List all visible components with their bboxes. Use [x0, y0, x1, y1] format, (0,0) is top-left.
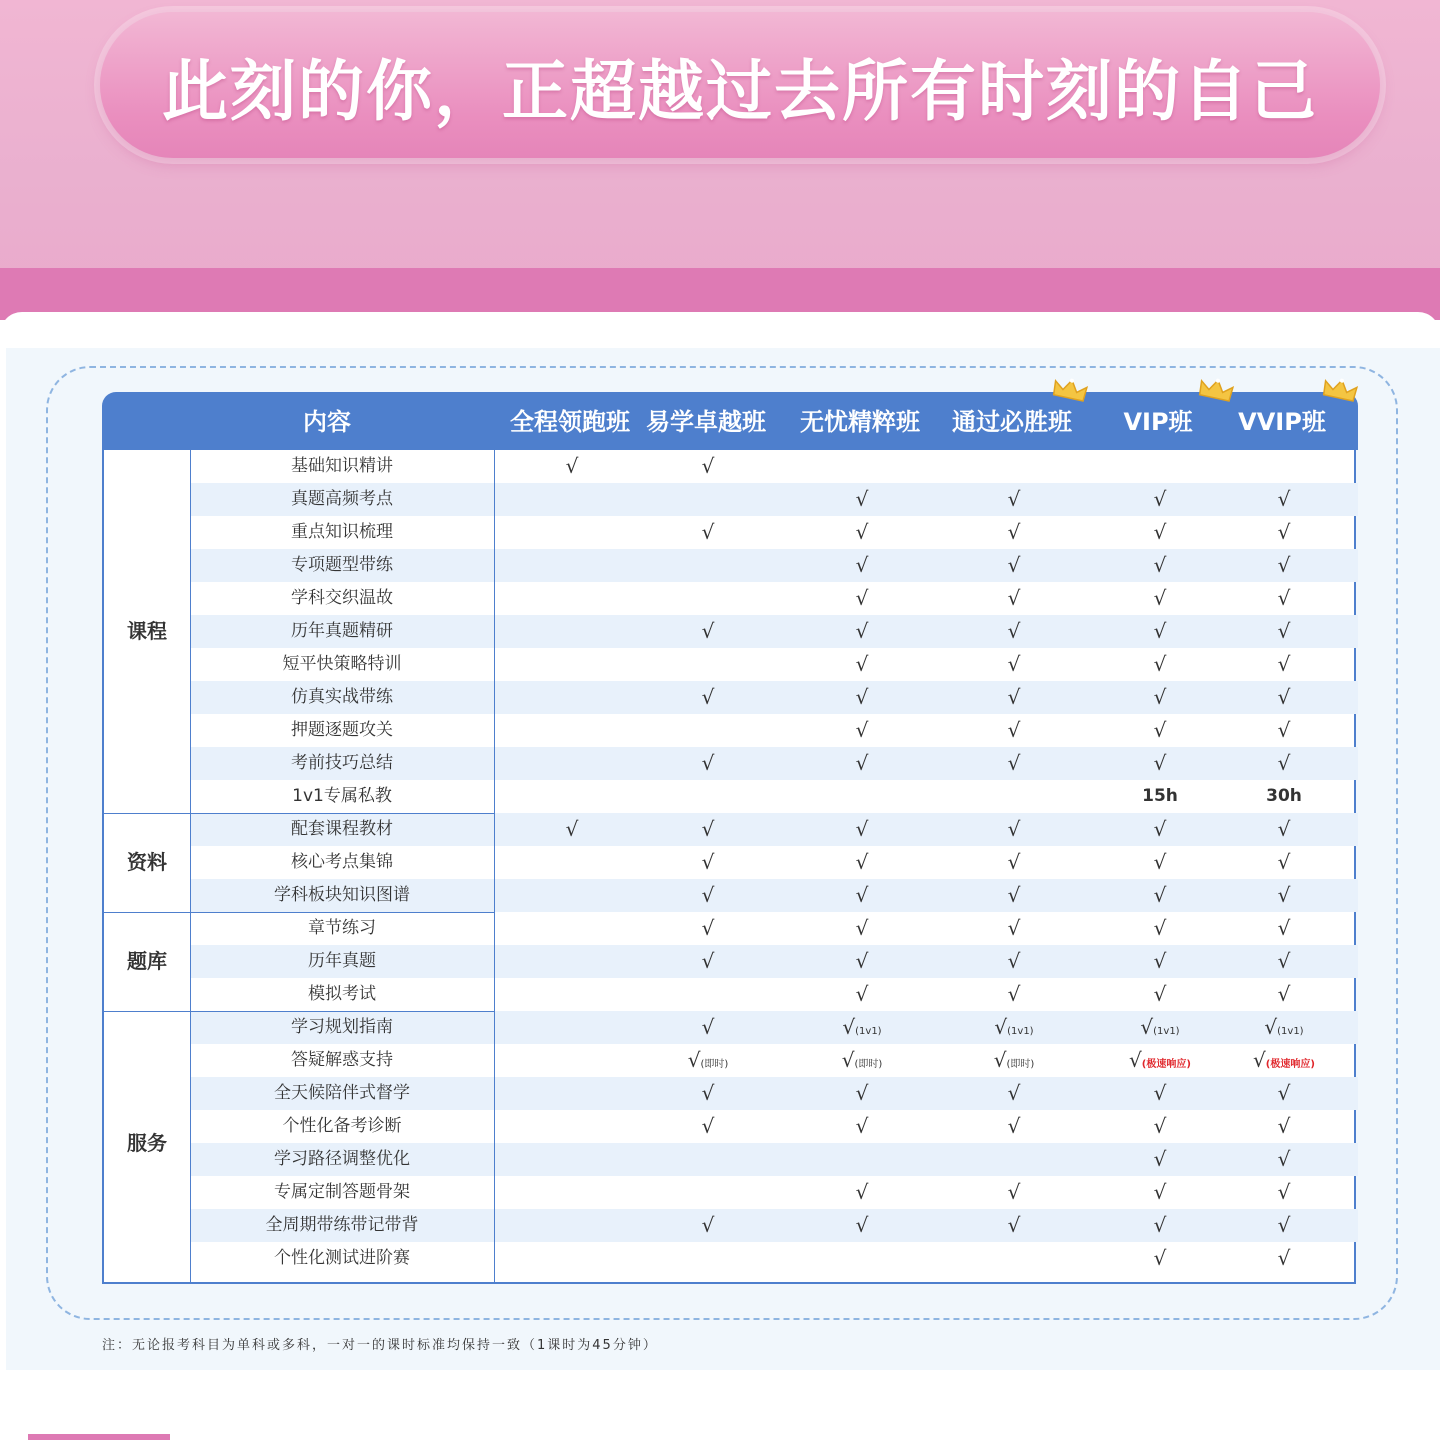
table-cell: √	[1153, 553, 1167, 577]
table-cell: √	[1153, 1114, 1167, 1138]
table-cell: √	[1277, 1114, 1291, 1138]
table-row	[190, 450, 1358, 483]
table-row	[190, 516, 1358, 549]
table-cell: √	[855, 1180, 869, 1204]
table-row	[190, 813, 1358, 846]
header-col-5: VIP班	[1123, 408, 1193, 436]
row-label: 学习路径调整优化	[274, 1149, 410, 1169]
table-cell: √	[1007, 685, 1021, 709]
table-cell: √(即时)	[993, 1048, 1035, 1072]
table-cell: √	[1153, 1180, 1167, 1204]
table-cell: √	[855, 850, 869, 874]
table-row	[190, 747, 1358, 780]
table-cell: √	[1007, 652, 1021, 676]
table-cell: √	[855, 817, 869, 841]
table-cell: √	[1153, 982, 1167, 1006]
category-label: 题库	[127, 949, 167, 973]
row-label: 学科板块知识图谱	[274, 885, 410, 905]
table-cell: √(即时)	[687, 1048, 729, 1072]
table-cell: √	[1007, 850, 1021, 874]
table-cell: √	[1153, 949, 1167, 973]
table-cell: √	[701, 520, 715, 544]
table-cell: √	[1007, 1213, 1021, 1237]
table-cell: √	[1153, 883, 1167, 907]
table-row	[190, 978, 1358, 1011]
table-cell: √	[1007, 949, 1021, 973]
table-row	[190, 582, 1358, 615]
table-row	[190, 1011, 1358, 1044]
footnote: 注：无论报考科目为单科或多科，一对一的课时标准均保持一致（1课时为45分钟）	[102, 1338, 658, 1353]
row-label: 历年真题	[308, 951, 376, 971]
table-cell: √	[855, 1081, 869, 1105]
table-row	[190, 483, 1358, 516]
label-column-divider	[494, 450, 495, 1282]
table-cell: √	[855, 685, 869, 709]
table-cell: √	[1277, 1081, 1291, 1105]
header-col-3: 无忧精粹班	[800, 408, 920, 436]
table-cell: √	[855, 487, 869, 511]
table-cell: √	[1277, 949, 1291, 973]
table-cell: √	[855, 751, 869, 775]
table-cell: √	[1153, 1081, 1167, 1105]
row-label: 全周期带练带记带背	[265, 1215, 419, 1235]
row-label: 答疑解惑支持	[291, 1050, 393, 1070]
row-label: 模拟考试	[308, 984, 376, 1004]
row-label: 专属定制答题骨架	[274, 1182, 410, 1202]
table-cell: √	[701, 883, 715, 907]
table-cell: √	[1277, 817, 1291, 841]
comparison-table	[102, 392, 1358, 1284]
row-label: 1v1专属私教	[292, 786, 392, 806]
row-label: 考前技巧总结	[291, 753, 393, 773]
table-cell: √	[1007, 718, 1021, 742]
row-label: 仿真实战带练	[291, 687, 393, 707]
table-row	[190, 846, 1358, 879]
table-cell: √	[855, 553, 869, 577]
table-row	[190, 549, 1358, 582]
header-col-4: 通过必胜班	[952, 408, 1072, 436]
table-cell: √	[1153, 619, 1167, 643]
table-cell: √(极速响应)	[1253, 1048, 1315, 1072]
row-label: 核心考点集锦	[291, 852, 393, 872]
table-cell: √	[565, 817, 579, 841]
table-cell: √	[1007, 916, 1021, 940]
table-cell: √	[1153, 685, 1167, 709]
table-cell: √	[1277, 718, 1291, 742]
table-cell: √	[701, 1213, 715, 1237]
table-cell: √	[1007, 817, 1021, 841]
table-row	[190, 1143, 1358, 1176]
table-cell: √(极速响应)	[1129, 1048, 1191, 1072]
table-cell: √	[1277, 1246, 1291, 1270]
table-cell: √(1v1)	[994, 1015, 1034, 1039]
table-row	[190, 1044, 1358, 1077]
table-cell: √	[1277, 652, 1291, 676]
pink-tab	[28, 1434, 170, 1440]
table-cell: √	[1153, 1147, 1167, 1171]
table-cell: √	[1153, 1213, 1167, 1237]
table-cell: √(1v1)	[1140, 1015, 1180, 1039]
category-column-divider	[190, 450, 191, 1282]
table-row	[190, 780, 1358, 813]
table-row	[190, 912, 1358, 945]
table-cell: √	[855, 982, 869, 1006]
header-col-2: 易学卓越班	[646, 408, 766, 436]
header-col-6: VVIP班	[1238, 408, 1326, 436]
table-cell: √	[701, 850, 715, 874]
table-row	[190, 1077, 1358, 1110]
table-cell: √	[701, 949, 715, 973]
table-cell: √	[1007, 883, 1021, 907]
table-cell: √	[701, 1114, 715, 1138]
table-cell: √	[1277, 850, 1291, 874]
table-cell: √	[1277, 553, 1291, 577]
table-row	[190, 648, 1358, 681]
table-row	[190, 714, 1358, 747]
table-cell: √	[855, 586, 869, 610]
table-cell: √(1v1)	[1264, 1015, 1304, 1039]
table-cell: √	[1277, 1147, 1291, 1171]
table-cell: √	[855, 949, 869, 973]
table-cell: √	[1153, 487, 1167, 511]
table-cell: √	[1153, 718, 1167, 742]
table-cell: √	[1277, 916, 1291, 940]
table-cell: √	[1007, 1180, 1021, 1204]
table-cell: √	[701, 751, 715, 775]
table-cell: √	[1153, 916, 1167, 940]
table-cell: √	[1153, 817, 1167, 841]
table-cell: √	[1153, 850, 1167, 874]
table-cell: √(即时)	[841, 1048, 883, 1072]
table-cell: √	[1277, 685, 1291, 709]
row-label: 重点知识梳理	[291, 522, 393, 542]
table-cell: √	[1153, 751, 1167, 775]
table-cell: √	[701, 1081, 715, 1105]
table-cell: 15h	[1142, 786, 1178, 806]
table-cell: √	[1277, 1213, 1291, 1237]
table-cell: √(1v1)	[842, 1015, 882, 1039]
table-cell: √	[855, 883, 869, 907]
table-body	[102, 450, 1356, 1284]
row-label: 短平快策略特训	[282, 654, 402, 674]
table-cell: √	[855, 1213, 869, 1237]
hero-title-pill	[100, 12, 1380, 158]
table-cell: √	[1277, 751, 1291, 775]
table-cell: √	[1007, 553, 1021, 577]
table-header	[102, 392, 1358, 450]
table-cell: √	[701, 817, 715, 841]
row-label: 个性化备考诊断	[282, 1116, 402, 1136]
table-cell: √	[701, 916, 715, 940]
table-cell: √	[1277, 982, 1291, 1006]
table-cell: 30h	[1266, 786, 1302, 806]
row-label: 全天候陪伴式督学	[274, 1083, 410, 1103]
category-label: 服务	[127, 1131, 167, 1155]
table-cell: √	[1153, 1246, 1167, 1270]
row-label: 章节练习	[308, 918, 376, 938]
table-cell: √	[855, 619, 869, 643]
table-cell: √	[1277, 520, 1291, 544]
table-cell: √	[855, 1114, 869, 1138]
table-cell: √	[855, 718, 869, 742]
table-row	[190, 1209, 1358, 1242]
table-row	[190, 1176, 1358, 1209]
table-cell: √	[1277, 883, 1291, 907]
hero-title: 此刻的你，正超越过去所有时刻的自己	[162, 52, 1318, 130]
table-cell: √	[701, 619, 715, 643]
row-label: 基础知识精讲	[291, 456, 393, 476]
row-label: 个性化测试进阶赛	[274, 1248, 410, 1268]
table-cell: √	[1153, 652, 1167, 676]
table-cell: √	[1007, 1114, 1021, 1138]
row-label: 押题逐题攻关	[291, 720, 393, 740]
table-cell: √	[1277, 586, 1291, 610]
table-cell: √	[1153, 586, 1167, 610]
table-cell: √	[1277, 487, 1291, 511]
row-label: 学科交织温故	[291, 588, 393, 608]
category-divider	[104, 912, 494, 913]
table-cell: √	[1277, 1180, 1291, 1204]
table-row	[190, 879, 1358, 912]
table-row	[190, 1242, 1358, 1275]
table-cell: √	[565, 454, 579, 478]
row-label: 学习规划指南	[291, 1017, 393, 1037]
table-row	[190, 945, 1358, 978]
table-row	[190, 1110, 1358, 1143]
row-label: 真题高频考点	[291, 489, 393, 509]
category-label: 资料	[127, 850, 167, 874]
row-label: 历年真题精研	[291, 621, 393, 641]
header-col-1: 全程领跑班	[510, 408, 630, 436]
table-row	[190, 615, 1358, 648]
table-cell: √	[855, 652, 869, 676]
table-row	[190, 681, 1358, 714]
table-cell: √	[1007, 982, 1021, 1006]
table-cell: √	[701, 685, 715, 709]
table-cell: √	[1277, 619, 1291, 643]
table-cell: √	[855, 520, 869, 544]
table-cell: √	[855, 916, 869, 940]
table-cell: √	[701, 454, 715, 478]
row-label: 专项题型带练	[291, 555, 393, 575]
table-cell: √	[1007, 619, 1021, 643]
table-cell: √	[1007, 487, 1021, 511]
table-cell: √	[1007, 751, 1021, 775]
table-cell: √	[1007, 520, 1021, 544]
header-content: 内容	[303, 408, 351, 436]
row-label: 配套课程教材	[291, 819, 393, 839]
category-divider	[104, 813, 494, 814]
hero-banner	[0, 0, 1440, 320]
table-cell: √	[701, 1015, 715, 1039]
table-cell: √	[1153, 520, 1167, 544]
category-divider	[104, 1011, 494, 1012]
table-cell: √	[1007, 1081, 1021, 1105]
table-cell: √	[1007, 586, 1021, 610]
category-label: 课程	[127, 619, 167, 643]
